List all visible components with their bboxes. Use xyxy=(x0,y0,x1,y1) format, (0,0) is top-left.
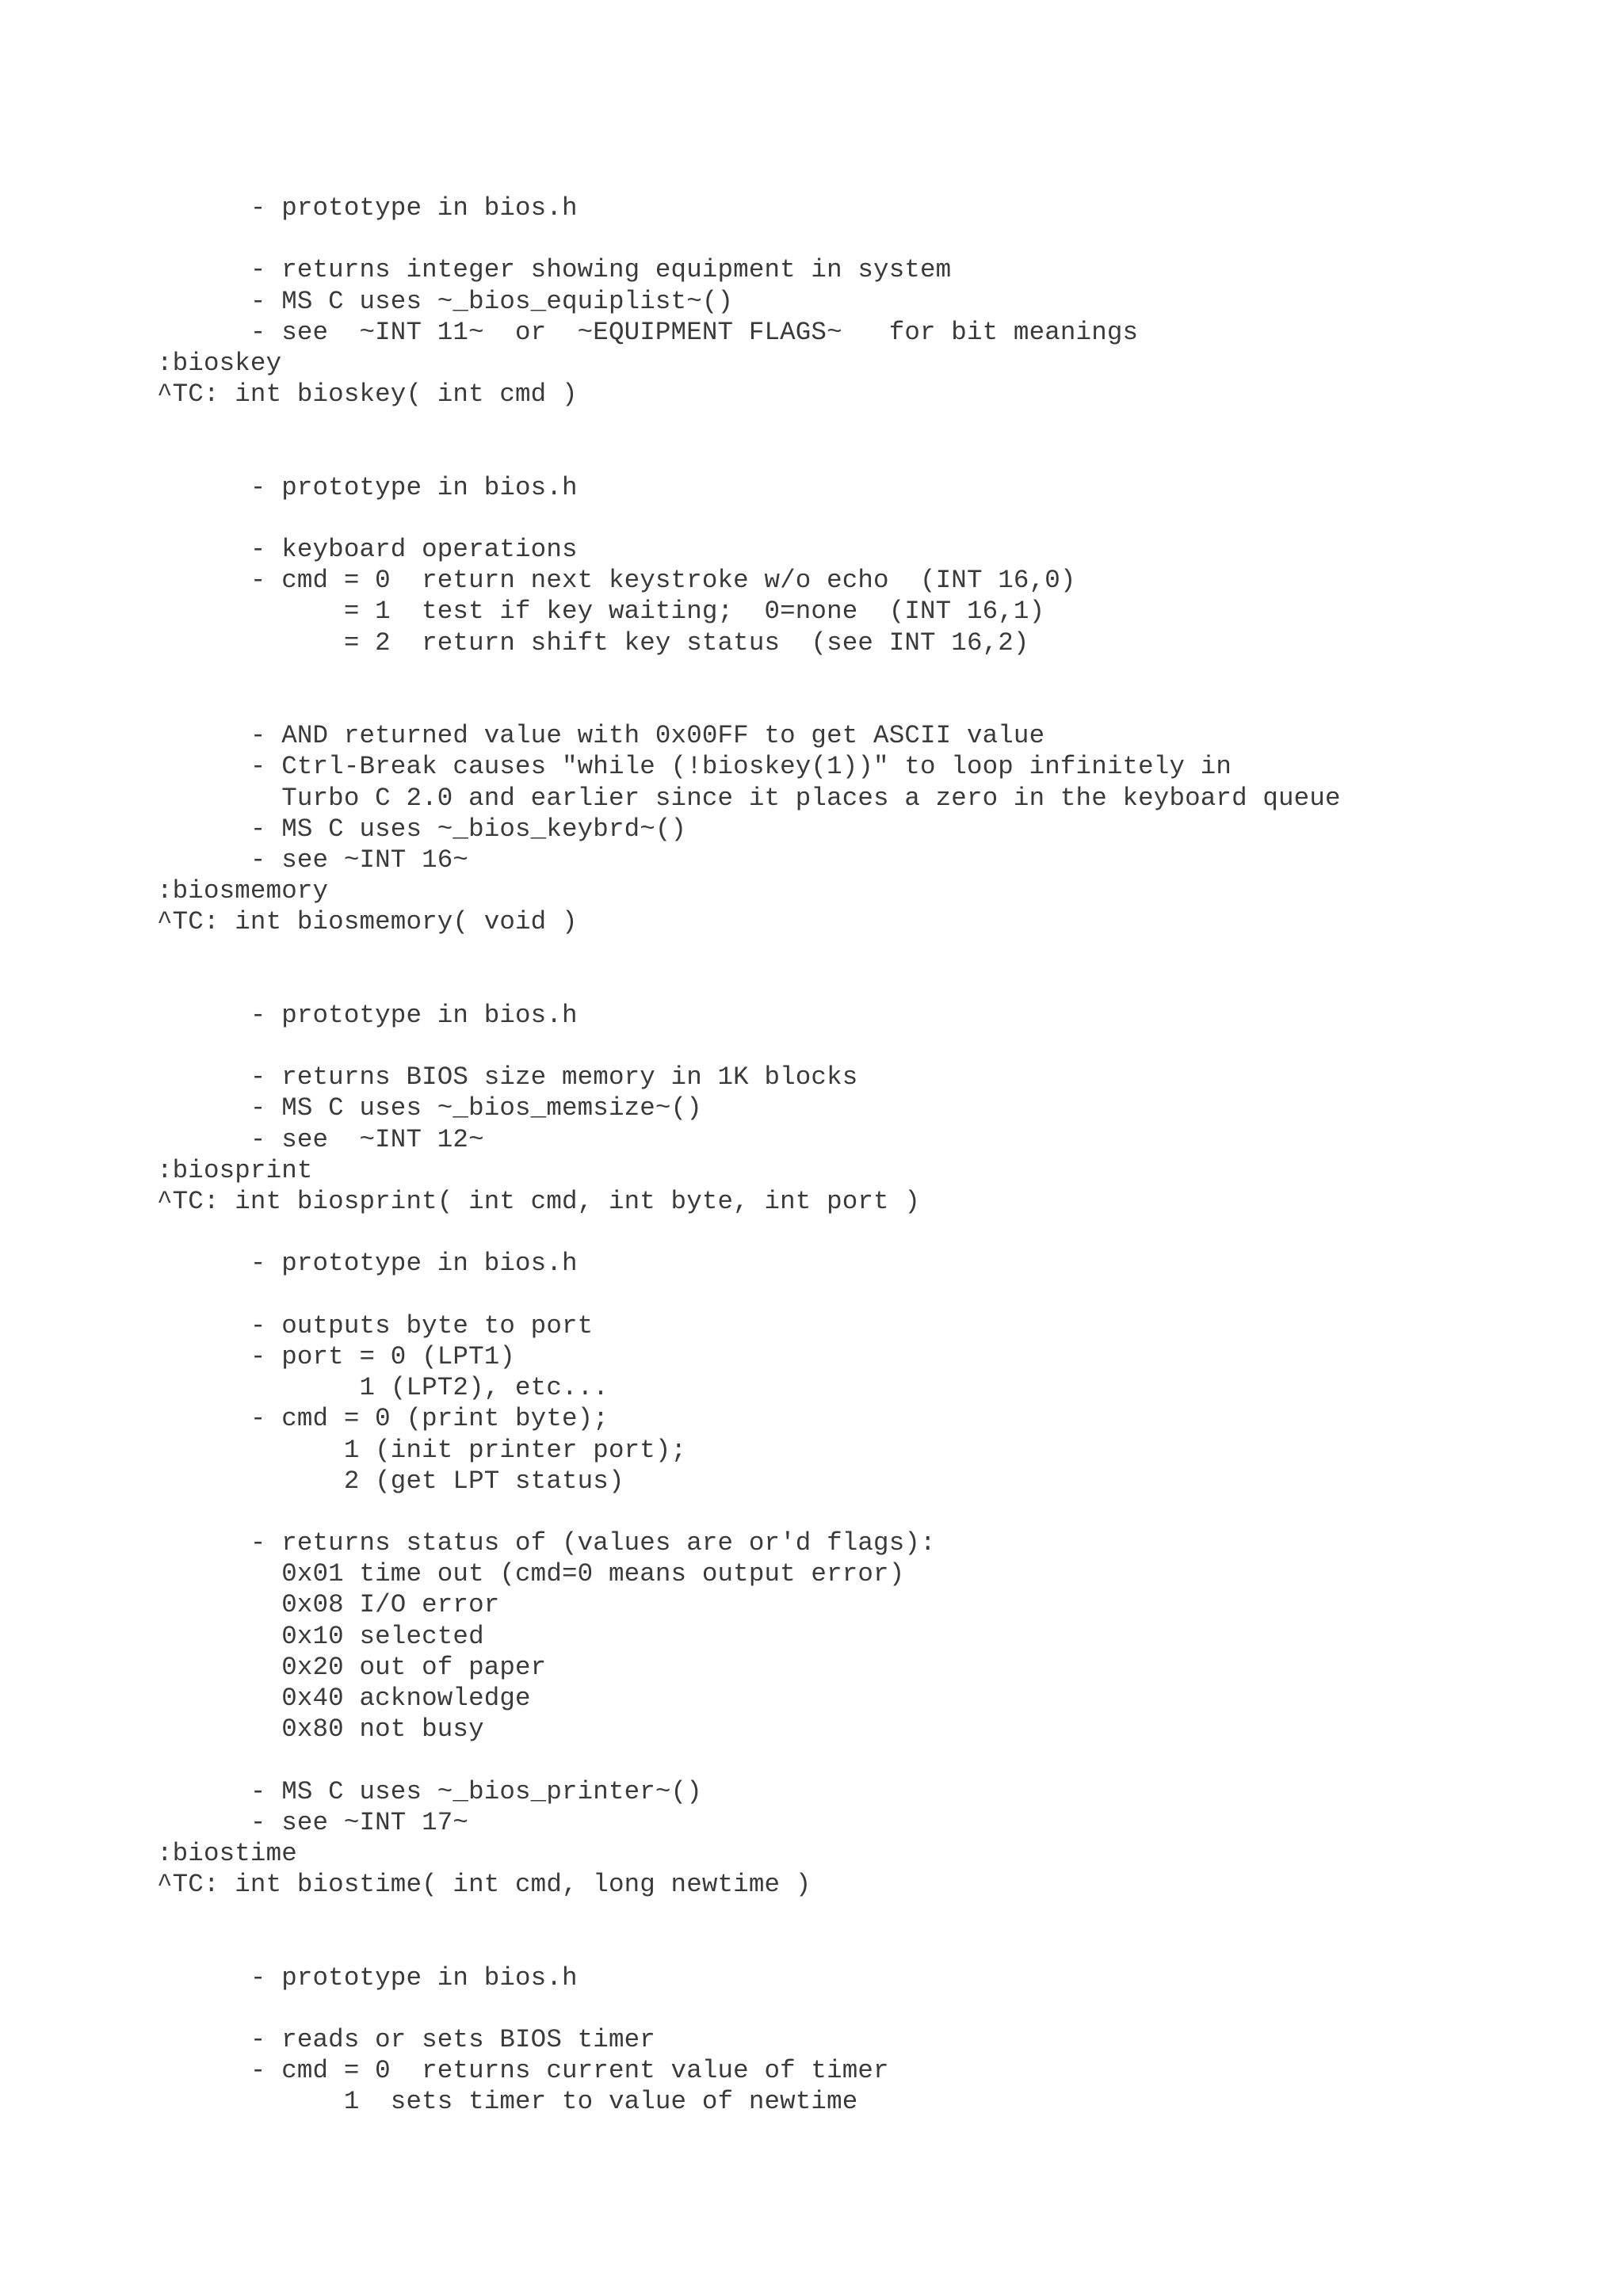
text-line: - prototype in bios.h xyxy=(157,193,578,223)
text-line xyxy=(157,441,1599,472)
text-line xyxy=(157,1280,1599,1310)
text-line: - reads or sets BIOS timer xyxy=(157,2025,655,2055)
function-signature-biostime: ^TC: int biostime( int cmd, long newtime ) xyxy=(157,1870,812,1900)
text-line: 1 (init printer port); xyxy=(157,1435,687,1465)
text-line: = 2 return shift key status (see INT 16,2) xyxy=(157,627,1029,658)
text-line: 0x20 out of paper xyxy=(157,1652,547,1682)
text-line: - MS C uses ~_bios_printer~() xyxy=(157,1776,702,1806)
text-line: - port = 0 (LPT1) xyxy=(157,1341,516,1371)
text-line: 0x80 not busy xyxy=(157,1714,484,1745)
text-line: - see ~INT 12~ xyxy=(157,1124,484,1154)
text-line: - returns integer showing equipment in system xyxy=(157,255,952,285)
text-line: 2 (get LPT status) xyxy=(157,1466,624,1496)
text-line xyxy=(157,658,1599,689)
topic-heading-bioskey: :bioskey xyxy=(157,348,282,378)
text-line: - MS C uses ~_bios_equiplist~() xyxy=(157,286,734,316)
text-line: 1 (LPT2), etc... xyxy=(157,1373,609,1403)
text-line: 0x10 selected xyxy=(157,1621,484,1651)
text-line xyxy=(157,223,1599,254)
text-line: - prototype in bios.h xyxy=(157,1962,578,1993)
text-line: - AND returned value with 0x00FF to get ASCII value xyxy=(157,721,1045,751)
text-line: 1 sets timer to value of newtime xyxy=(157,2087,858,2117)
text-line: - Ctrl-Break causes "while (!bioskey(1))" to loop infinitely in xyxy=(157,752,1232,782)
text-line: - prototype in bios.h xyxy=(157,472,578,502)
text-line: Turbo C 2.0 and earlier since it places a zero in the keyboard queue xyxy=(157,783,1341,813)
text-line xyxy=(157,410,1599,441)
text-line: - outputs byte to port xyxy=(157,1310,594,1341)
text-line: 0x40 acknowledge xyxy=(157,1684,531,1713)
topic-heading-biostime: :biostime xyxy=(157,1838,297,1868)
text-line: - keyboard operations xyxy=(157,535,578,565)
text-line: - see ~INT 11~ or ~EQUIPMENT FLAGS~ for bit meanings xyxy=(157,317,1139,347)
topic-heading-biosmemory: :biosmemory xyxy=(157,876,329,906)
text-line: - returns status of (values are or'd flags): xyxy=(157,1528,936,1558)
text-line: - see ~INT 16~ xyxy=(157,845,469,875)
function-signature-biosprint: ^TC: int biosprint( int cmd, int byte, int port ) xyxy=(157,1187,921,1216)
function-signature-bioskey: ^TC: int bioskey( int cmd ) xyxy=(157,379,578,410)
document-text xyxy=(157,193,1599,2118)
text-line xyxy=(157,938,1599,969)
text-line xyxy=(157,1900,1599,1931)
text-line: - MS C uses ~_bios_keybrd~() xyxy=(157,814,687,844)
text-line: - prototype in bios.h xyxy=(157,1000,578,1030)
text-line xyxy=(157,689,1599,720)
function-signature-biosmemory: ^TC: int biosmemory( void ) xyxy=(157,907,578,937)
text-line: - cmd = 0 (print byte); xyxy=(157,1404,609,1434)
text-line xyxy=(157,1031,1599,1062)
text-line xyxy=(157,969,1599,1000)
text-line xyxy=(157,1217,1599,1248)
text-line: 0x01 time out (cmd=0 means output error) xyxy=(157,1559,905,1589)
text-line: - cmd = 0 return next keystroke w/o echo (INT 16,0) xyxy=(157,566,1076,596)
text-line: - prototype in bios.h xyxy=(157,1249,578,1279)
text-line: - returns BIOS size memory in 1K blocks xyxy=(157,1062,858,1093)
text-line xyxy=(157,1497,1599,1527)
text-line: = 1 test if key waiting; 0=none (INT 16,1) xyxy=(157,597,1045,627)
text-line: - cmd = 0 returns current value of timer xyxy=(157,2056,889,2086)
text-line xyxy=(157,1993,1599,2024)
text-line: 0x08 I/O error xyxy=(157,1590,500,1620)
text-line xyxy=(157,1745,1599,1775)
text-line xyxy=(157,503,1599,534)
text-line xyxy=(157,1932,1599,1962)
text-line: - MS C uses ~_bios_memsize~() xyxy=(157,1093,702,1123)
topic-heading-biosprint: :biosprint xyxy=(157,1155,313,1185)
text-line: - see ~INT 17~ xyxy=(157,1807,469,1837)
